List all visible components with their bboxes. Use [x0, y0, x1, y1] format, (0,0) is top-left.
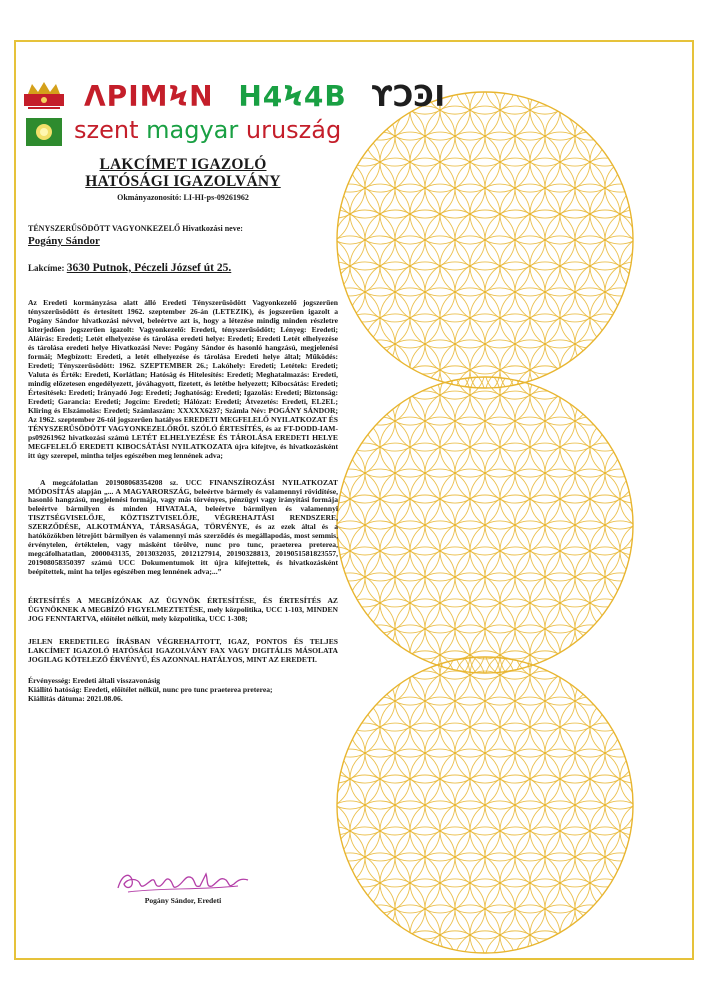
crown-emblem-icon	[22, 80, 66, 110]
paragraph-declaration: Az Eredeti kormányzása alatt álló Eredeti Tényszerűsödött Vagyonkezelő jogszerűen tényszerűsödött és értesített 1962. szeptember 26-án (LETEZIK), és jogszerűen igazolt a Pogány Sándor hivatkozási névvel, beleértve azt is, hogy a létezése mindig minden részletre kiterjedően jogszerűen igazolt: Vagyonkezelő: Eredeti, tényszerűsödött; Lényeg: Eredeti; Aláírás: Eredeti; Letét elhelyezése és tárolása eredeti helye: Eredeti; Eredeti Letét elhelyezése és tárolása eredeti helye Hivatkozási Neve: Pogány Sándor és hasonló hangzású, megjelenési formái; Megbízott: Eredeti, a letét elhelyezése és tárolása Eredeti helye által; Működés: Eredeti; Tényszerűsödött: 1962. SZEPTEMBER 26.; Lakóhely: Eredeti; Letétek: Eredeti; Valuta és Érték: Eredeti, Korlátlan; Hatóság és Hitelesítés: Eredeti; Meghatalmazás: Eredeti, mindig előzetesen engedélyezett, jóváhagyott, fizetett, és letétbe helyezett; Kibocsátás: Eredeti; Értesítések: Eredeti; Irányadó Jog: Eredeti; Joghatóság: Eredeti; Igazolás: Eredeti; Biztonság: Eredeti; Garancia: Eredeti; Jogcím: Eredeti; Hálózat: Eredeti; Átvezetés: Eredeti, EL2EL; Kliring és Elszámolás: Eredeti; Számlaszám: XXXXX6237; Számla Név: POGÁNY SÁNDOR; Az 1962. szeptember 26-tól jogszerűen hatályos EREDETI MEGFELELŐ NYILATKOZAT ÉS TÉNYSZERŰSÖDÖTT VAGYONKEZELŐRŐL SZÓLÓ ÉRTESÍTÉS, és az FT-DODD-IAM-ps09261962 hivatkozási számú LETÉT ELHELYEZÉSE ÉS TÁROLÁSA EREDETI HELYE MEGFELELŐ EREDETI KIBOCSÁTÁSI NYILATKOZATA újra kifejtve, és hivatkozásként itt úgy szerepel, mintha teljes egészében meg lennének adva;	[28, 298, 338, 460]
paragraph-ucc-amendment: A megcáfolatlan 201908068354208 sz. UCC FINANSZÍROZÁSI NYILATKOZAT MÓDOSÍTÁS alapján „... A MAGYARORSZÁG, beleértve bármely és valamennyi rövidítése, hasonló hangzású, megjelenési formája, vagy más törvényes, pénzügyi vagy irányítási formája beleértve bármilyen és minden HIVATALA, beleértve bármilyen és valamennyi TISZTSÉGVISELŐJE, KÖZTISZTVISELŐJE, VÉGREHAJTÁSI RENDSZERE, SZERZŐDÉSE, ALKOTMÁNYA, TÁRSASÁGA, TÖRVÉNYE, és az ezek által és a hatóközökben létrejött bármilyen és valamennyi más szerződés és megállapodás, most semmis, érvénytelen, értéktelen, vagy másként törölve, nunc pro tunc, praeterea preterea, megcáfolhatatlan, 2000043135, 2013032035, 2012127914, 20190328813, 2019051581823557, 201908058350397 számú UCC Dokumentumok itt újra kifejtettek, és hivatkozásként beépítettek, mint ha teljes egészében meg lennének adva;...”	[28, 477, 338, 577]
document-body	[28, 156, 338, 704]
runic-word-3: ϒϽϿΙ	[371, 80, 446, 113]
holder-name: Pogány Sándor	[28, 234, 100, 247]
document-id: Okmányazonosító: LI-HI-ps-09261962	[117, 193, 249, 202]
sun-emblem-icon	[26, 118, 62, 146]
organization-name	[74, 116, 341, 144]
address-line	[28, 262, 338, 276]
signature-caption: Pogány Sándor, Eredeti	[144, 896, 222, 905]
paragraph-notice: ÉRTESÍTÉS A MEGBÍZÓNAK AZ ÜGYNÖK ÉRTESÍTÉSE, ÉS ÉRTESÍTÉS AZ ÜGYNÖKNEK A MEGBÍZÓ FIGYELMEZTETÉSE, mely közpolitika, UCC 1-103, MINDEN JOG FENNTARTVA, előítélet nélkül, mely közpolitika, UCC 1-308;	[28, 596, 338, 623]
runic-word-2: Η4Ϟ4Β	[238, 80, 347, 113]
flower-of-life-2	[335, 375, 635, 675]
name-label: TÉNYSZERŰSÖDÖTT VAGYONKEZELŐ Hivatkozási neve:	[28, 224, 243, 234]
document-title-line-2: HATÓSÁGI IGAZOLVÁNY	[85, 173, 281, 190]
signature-block	[108, 866, 258, 905]
issuer-line: Kiállító hatóság: Eredeti, előítélet nélkül, nunc pro tunc praeterea preterea;	[28, 684, 273, 694]
org-word-2: magyar	[146, 116, 239, 144]
header	[22, 80, 446, 150]
validity-line: Érvényesség: Eredeti általi visszavonásig	[28, 675, 161, 685]
decorative-flower-column	[330, 90, 690, 960]
flower-of-life-3	[335, 655, 635, 955]
flower-of-life-1	[335, 90, 635, 390]
document-title-line-1: LAKCÍMET IGAZOLÓ	[99, 156, 267, 173]
handwritten-signature	[108, 866, 258, 896]
issuance-details	[28, 677, 338, 704]
org-word-3: uruszág	[245, 116, 342, 144]
runic-title	[84, 80, 446, 113]
org-word-1: szent	[74, 116, 139, 144]
runic-word-1: ΛΡΙΜϞΝ	[84, 80, 214, 113]
address-label: Lakcíme:	[28, 262, 67, 273]
paragraph-validity-statement: JELEN EREDETILEG ÍRÁSBAN VÉGREHAJTOTT, IGAZ, PONTOS ÉS TELJES LAKCÍMET IGAZOLÓ HATÓSÁGI IGAZOLVÁNY FAX VAGY DIGITÁLIS MÁSOLATA JOGILAG KÖTELEZŐ ÉRVÉNYŰ, ÉS AZONNAL HATÁLYOS, MINT AZ EREDETI.	[28, 636, 338, 664]
address-value: 3630 Putnok, Péczeli József út 25.	[66, 261, 232, 274]
issue-date-line: Kiállítás dátuma: 2021.08.06.	[28, 693, 123, 703]
